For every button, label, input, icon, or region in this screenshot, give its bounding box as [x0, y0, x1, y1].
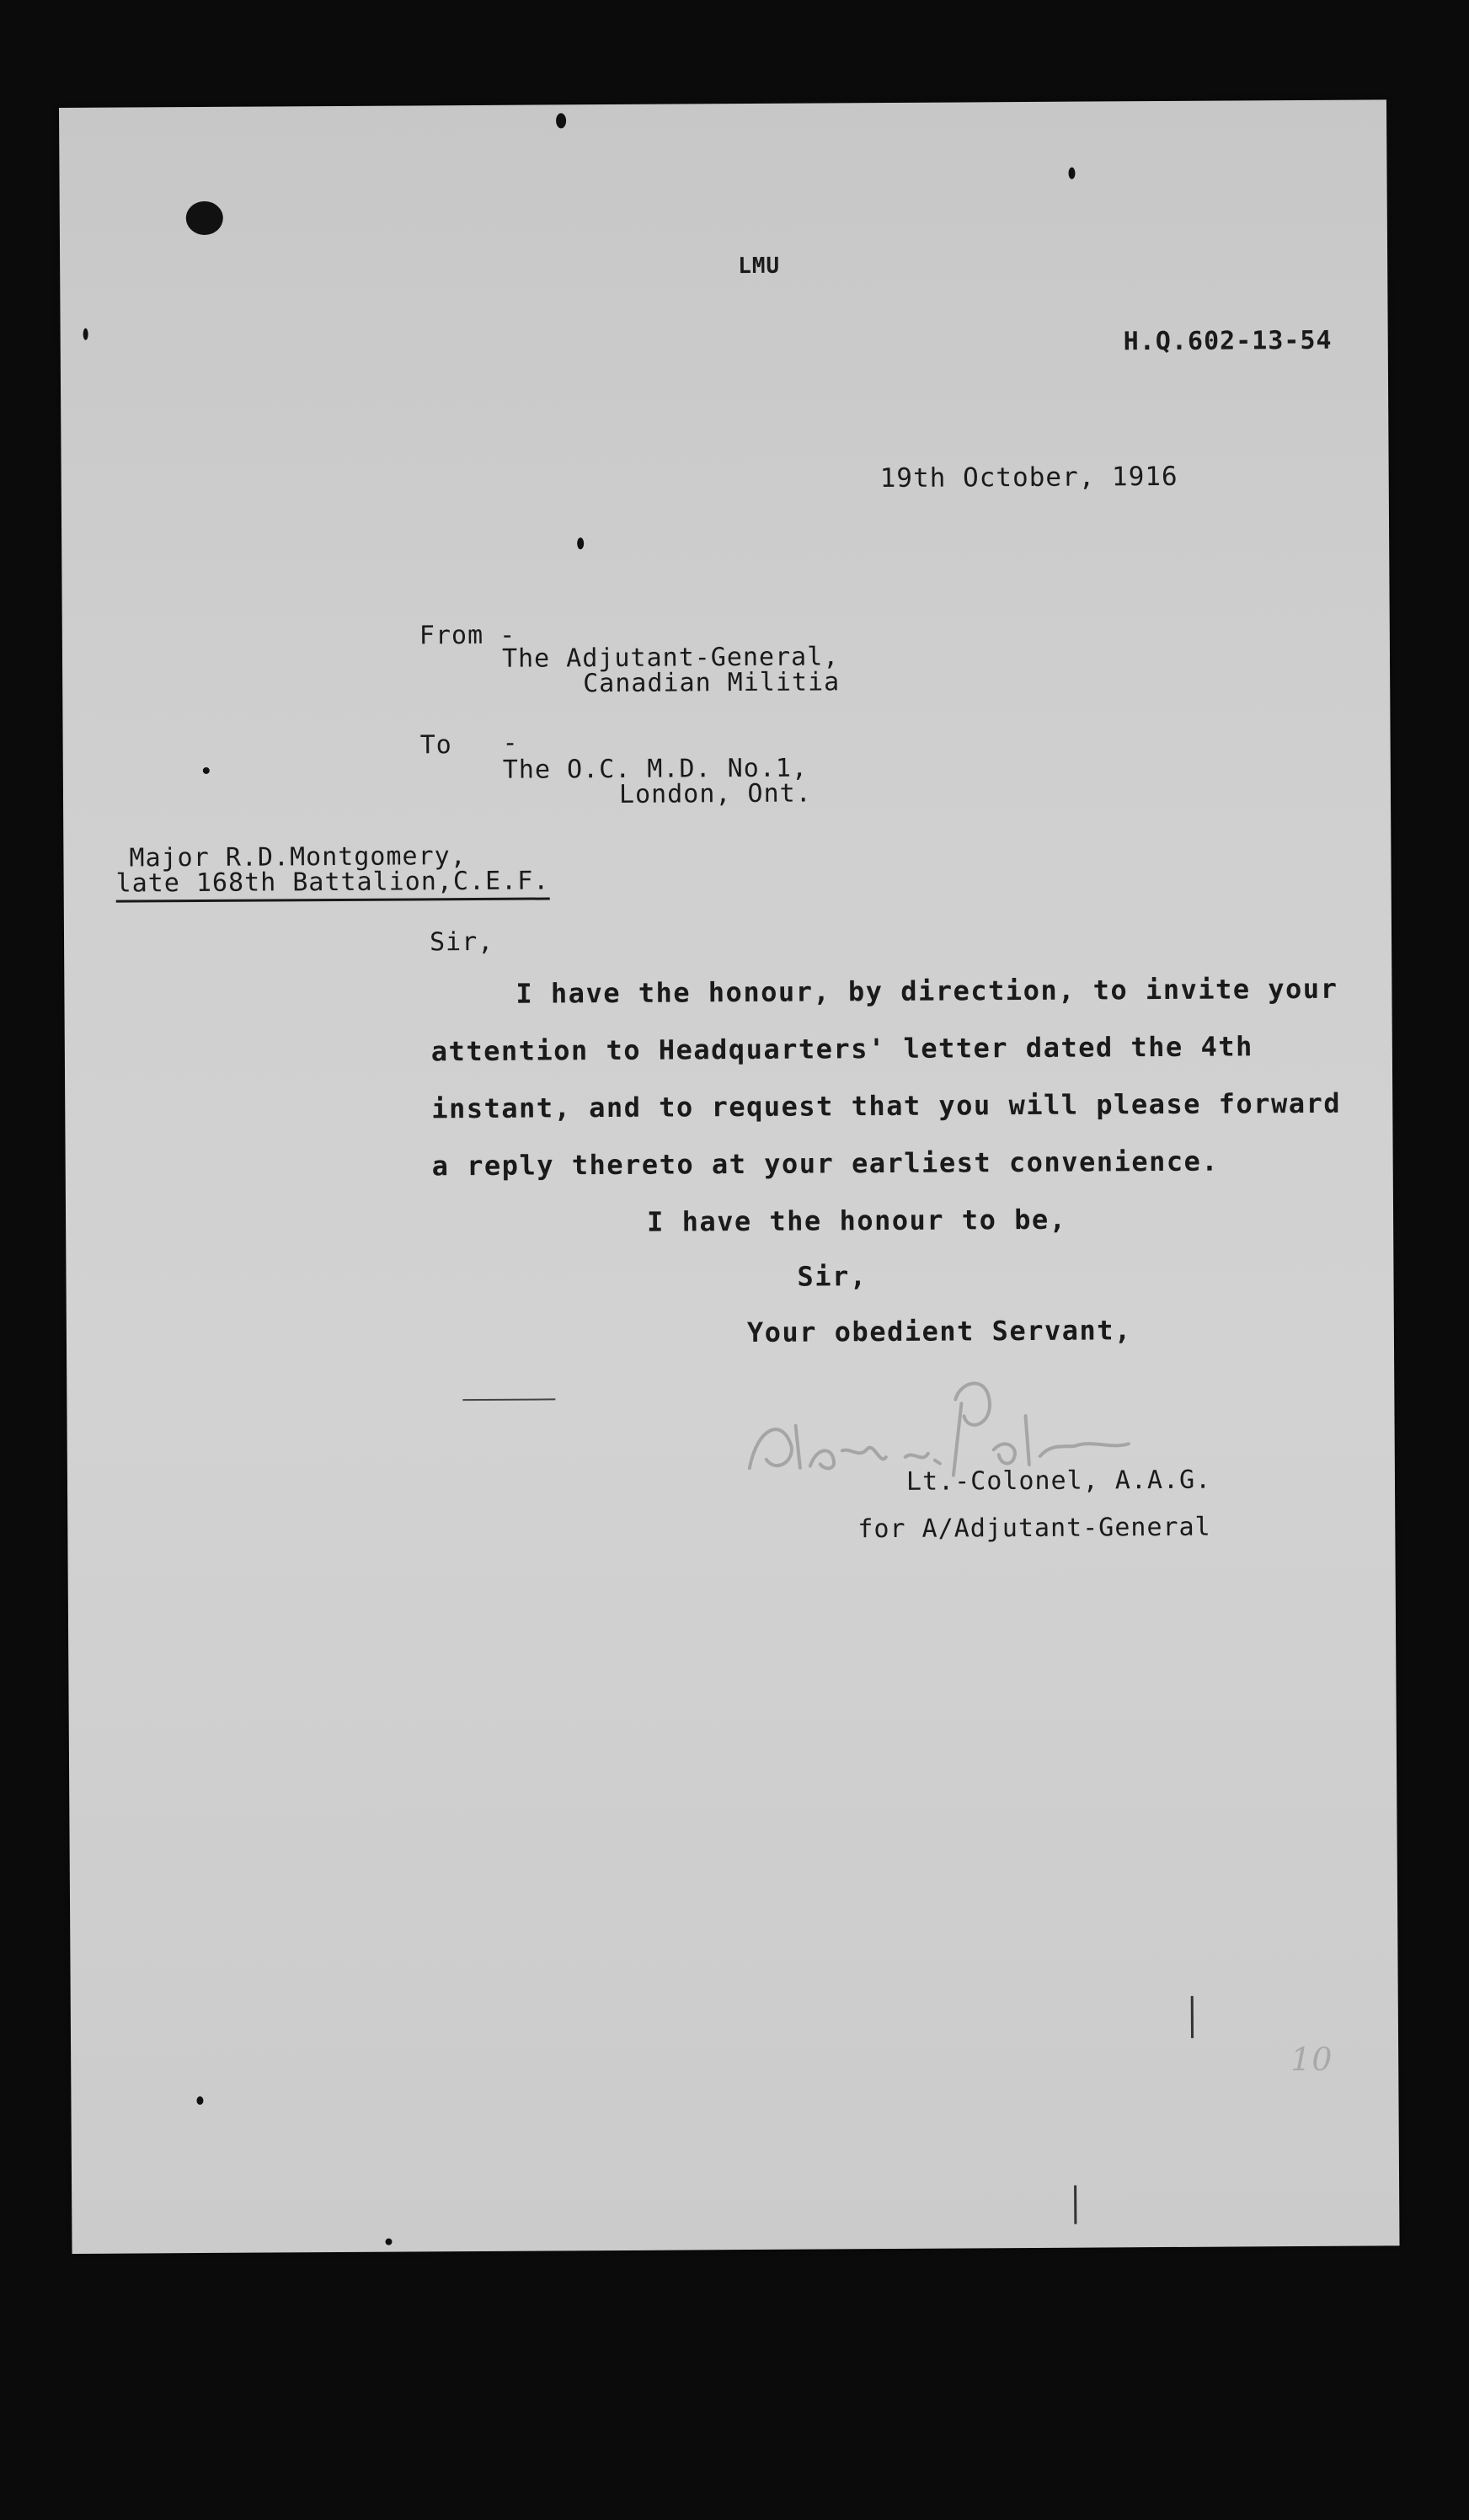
- sign-title: Lt.-Colonel, A.A.G.: [905, 1465, 1212, 1497]
- from-label: From -: [419, 620, 516, 651]
- ink-speck: [196, 2096, 203, 2105]
- to-dash: -: [502, 728, 519, 758]
- ink-speck: [556, 113, 566, 128]
- body-line-2: attention to Headquarters' letter dated the 4th: [430, 1030, 1253, 1068]
- to-line-2: London, Ont.: [618, 778, 812, 809]
- closing-line-1: I have the honour to be,: [646, 1203, 1067, 1238]
- from-line-1: The Adjutant-General,: [501, 642, 840, 674]
- scratch-mark: [1191, 1996, 1194, 2038]
- salutation: Sir,: [429, 926, 494, 958]
- ink-speck: [83, 328, 88, 340]
- signature-dash: [462, 1398, 555, 1401]
- ink-speck: [577, 537, 584, 549]
- to-line-1: The O.C. M.D. No.1,: [502, 753, 809, 785]
- scratch-mark: [1074, 2186, 1076, 2224]
- top-mark: LMU: [738, 253, 781, 280]
- from-line-2: Canadian Militia: [583, 667, 841, 699]
- to-label: To: [419, 730, 452, 761]
- page-number: 10: [1290, 2040, 1333, 2079]
- punch-hole-mark: [186, 201, 223, 235]
- subject-line-2: late 168th Battalion,C.E.F.: [116, 866, 550, 902]
- body-line-1: I have the honour, by direction, to invite your: [515, 972, 1338, 1010]
- letter-page: [59, 99, 1400, 2254]
- ink-speck: [1068, 168, 1075, 179]
- subject-line-1: Major R.D.Montgomery,: [129, 841, 467, 873]
- body-line-4: a reply thereto at your earliest convenience.: [431, 1145, 1220, 1183]
- closing-line-3: Your obedient Servant,: [746, 1314, 1132, 1349]
- file-reference: H.Q.602-13-54: [1123, 325, 1333, 357]
- body-line-3: instant, and to request that you will please forward: [431, 1086, 1342, 1125]
- letter-date: 19th October, 1916: [879, 461, 1178, 494]
- ink-speck: [203, 767, 210, 774]
- closing-line-2: Sir,: [797, 1260, 868, 1293]
- ink-speck: [385, 2239, 392, 2245]
- sign-for: for A/Adjutant-General: [857, 1512, 1211, 1545]
